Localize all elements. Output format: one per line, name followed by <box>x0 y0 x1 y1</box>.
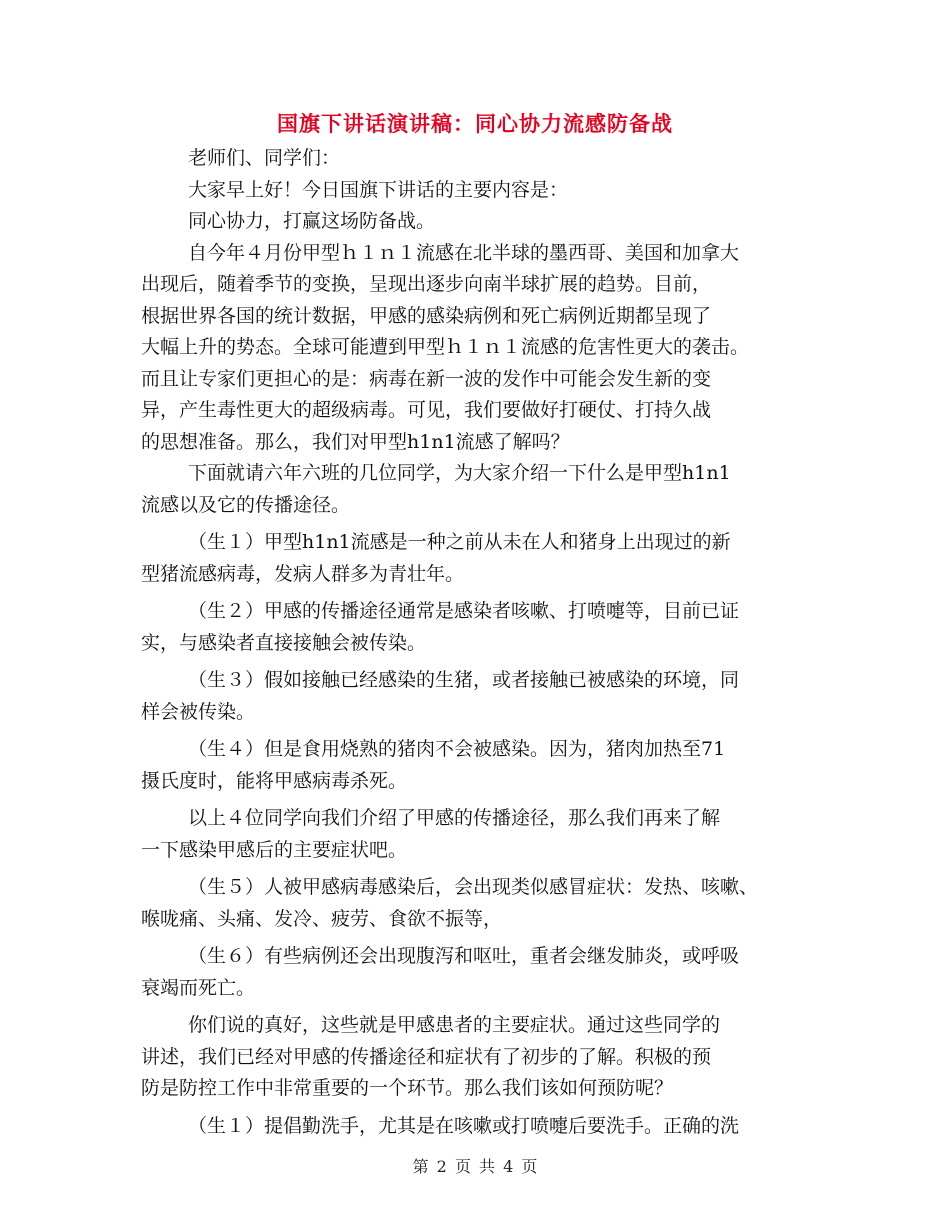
paragraph-line: （生１）甲型h1n1流感是一种之前从未在人和猪身上出现过的新 <box>188 531 731 553</box>
paragraph-line: 喉咙痛、头痛、发冷、疲劳、食欲不振等， <box>141 907 503 930</box>
paragraph <box>141 803 841 866</box>
paragraph-line: 同心协力，打赢这场防备战。 <box>188 210 436 232</box>
paragraph <box>141 206 841 238</box>
paragraph <box>141 1111 841 1143</box>
paragraph <box>141 1010 841 1105</box>
paragraph-line: （生１）提倡勤洗手，尤其是在咳嗽或打喷嚏后要洗手。正确的洗 <box>188 1114 740 1137</box>
paragraph-line: 老师们、同学们： <box>188 147 341 169</box>
paragraph-line: 流感以及它的传播途径。 <box>141 493 351 516</box>
paragraph <box>141 527 841 590</box>
paragraph <box>141 175 841 207</box>
paragraph-line: 大幅上升的势态。全球可能遭到甲型ｈ１ｎ１流感的危害性更大的袭击。 <box>141 336 750 358</box>
paragraph-line: 型猪流感病毒，发病人群多为青壮年。 <box>141 562 465 585</box>
paragraph <box>141 458 841 521</box>
document-body <box>141 143 841 1142</box>
paragraph-line: （生５）人被甲感病毒感染后，会出现类似感冒症状：发热、咳嗽、 <box>188 876 759 898</box>
paragraph-line: 你们说的真好，这些就是甲感患者的主要症状。通过这些同学的 <box>188 1014 721 1036</box>
paragraph-line: 大家早上好！今日国旗下讲话的主要内容是： <box>188 178 569 201</box>
paragraph-line: 异，产生毒性更大的超级病毒。可见，我们要做好打硬仗、打持久战 <box>141 399 712 421</box>
paragraph-line: 以上４位同学向我们介绍了甲感的传播途径，那么我们再来了解 <box>188 807 721 829</box>
paragraph-line: 的思想准备。那么，我们对甲型h1n1流感了解吗？ <box>141 430 570 453</box>
paragraph <box>141 872 841 935</box>
paragraph-line: 下面就请六年六班的几位同学，为大家介绍一下什么是甲型h1n1 <box>188 462 731 484</box>
paragraph-line: 实，与感染者直接接触会被传染。 <box>141 631 427 654</box>
paragraph-line: 根据世界各国的统计数据，甲感的感染病例和死亡病例近期都呈现了 <box>141 304 712 327</box>
paragraph-line: 防是防控工作中非常重要的一个环节。那么我们该如何预防呢？ <box>141 1077 674 1099</box>
paragraph-line: 样会被传染。 <box>141 700 256 723</box>
paragraph <box>141 665 841 728</box>
paragraph-line: 衰竭而死亡。 <box>141 976 256 999</box>
paragraph-line: （生２）甲感的传播途径通常是感染者咳嗽、打喷嚏等，目前已证 <box>188 600 740 622</box>
paragraph-line: 而且让专家们更担心的是：病毒在新一波的发作中可能会发生新的变 <box>141 367 712 390</box>
paragraph-line: 讲述，我们已经对甲感的传播途径和症状有了初步的了解。积极的预 <box>141 1045 712 1068</box>
paragraph <box>141 734 841 797</box>
paragraph-line: 出现后，随着季节的变换，呈现出逐步向南半球扩展的趋势。目前， <box>141 273 712 295</box>
page-footer: 第 2 页 共 4 页 <box>412 1157 538 1176</box>
paragraph-line: 自今年４月份甲型ｈ１ｎ１流感在北半球的墨西哥、美国和加拿大 <box>188 241 740 264</box>
paragraph <box>141 941 841 1004</box>
paragraph-line: 摄氏度时，能将甲感病毒杀死。 <box>141 769 408 792</box>
paragraph-line: （生６）有些病例还会出现腹泻和呕吐，重者会继发肺炎，或呼吸 <box>188 945 740 967</box>
paragraph-line: （生３）假如接触已经感染的生猪，或者接触已被感染的环境，同 <box>188 669 740 691</box>
document-title: 国旗下讲话演讲稿：同心协力流感防备战 <box>277 112 673 136</box>
paragraph-line: （生４）但是食用烧熟的猪肉不会被感染。因为，猪肉加热至71 <box>188 738 726 760</box>
paragraph <box>141 596 841 659</box>
paragraph <box>141 238 841 459</box>
paragraph-line: 一下感染甲感后的主要症状吧。 <box>141 838 408 861</box>
paragraph <box>141 143 841 175</box>
